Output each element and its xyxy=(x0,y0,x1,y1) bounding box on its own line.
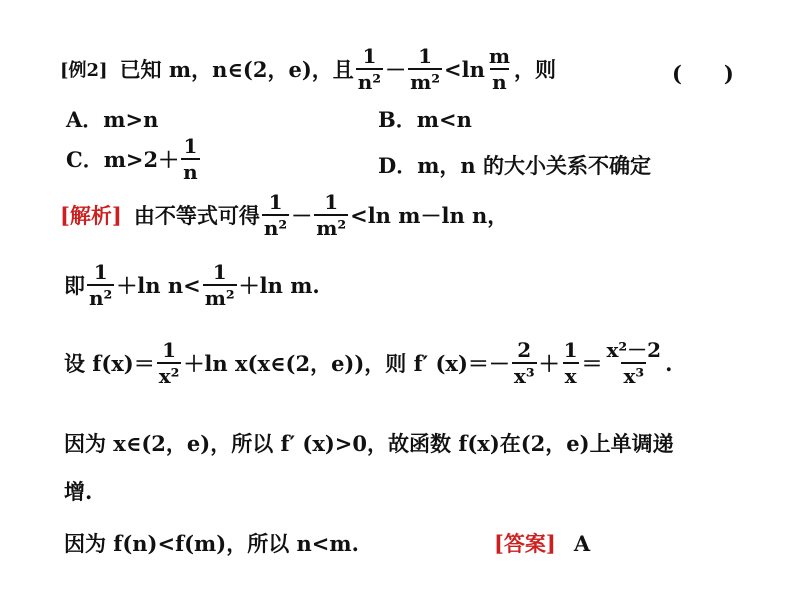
analysis-l2-text-c: ＋ln m. xyxy=(238,273,320,298)
analysis-l3-text-a: 设 f(x)＝ xyxy=(64,351,155,376)
analysis-l1-text-b: <ln m－ln n， xyxy=(350,203,509,228)
analysis-l2-fraction-2: $\frac{1}{\text{m²}}$ xyxy=(204,260,235,310)
analysis-l3-fraction-h: $\frac{1}{x}$ xyxy=(563,338,578,388)
analysis-l2-fraction-1: $\frac{1}{\text{n²}}$ xyxy=(89,260,113,310)
minus-sign: － xyxy=(385,57,407,82)
analysis-l1-text-a: 由不等式可得 xyxy=(133,203,260,228)
analysis-line-5: 增. xyxy=(64,479,93,504)
analysis-l3-text-d: ＝ xyxy=(581,351,603,376)
stem-text-a: 已知 m，n∈(2，e)，且 xyxy=(119,57,354,82)
analysis-l1-fraction-2: $\frac{1}{\text{m²}}$ xyxy=(316,190,347,240)
analysis-l3-text-c: ＋ xyxy=(538,351,560,376)
analysis-l3-fraction-k: $\frac{\text{x²－2}}{\text{x³}}$ xyxy=(606,338,662,388)
fraction-1-over-m2: $\frac{1}{\text{m²}}$ xyxy=(410,44,440,94)
option-b: B．m<n xyxy=(378,107,472,132)
answer-line xyxy=(494,528,590,558)
example-stem xyxy=(60,46,556,92)
analysis-l2-text-a: 即 xyxy=(64,273,85,298)
analysis-line-3 xyxy=(64,340,672,386)
fraction-1-over-n2: $\frac{1}{\text{n²}}$ xyxy=(357,44,382,94)
option-a: A．m>n xyxy=(66,107,159,132)
example-label: [例2] xyxy=(60,60,108,81)
answer-value: A xyxy=(573,530,591,556)
analysis-l1-fraction-1: $\frac{1}{\text{n²}}$ xyxy=(263,190,288,240)
analysis-l3-fraction-f: $\frac{1}{\text{x²}}$ xyxy=(158,338,180,388)
stem-text-b: ，则 xyxy=(514,57,557,82)
less-than-ln: <ln xyxy=(444,56,485,82)
analysis-line-1 xyxy=(60,192,508,238)
option-c xyxy=(66,136,202,182)
analysis-label: [解析] xyxy=(60,203,122,228)
option-c-fraction: $\frac{1}{n}$ xyxy=(183,134,198,184)
analysis-line-2 xyxy=(64,262,320,308)
answer-label: [答案] xyxy=(494,531,556,556)
analysis-l2-text-b: ＋ln n< xyxy=(116,273,201,298)
analysis-line-6: 因为 f(n)<f(m)，所以 n<m. xyxy=(64,531,359,556)
option-c-text: C．m>2＋ xyxy=(66,147,180,172)
analysis-l3-text-b: ＋ln x(x∈(2，e))，则 f′ (x)＝－ xyxy=(183,351,510,376)
analysis-l3-text-e: . xyxy=(665,350,673,376)
option-d: D．m，n 的大小关系不确定 xyxy=(378,153,652,178)
analysis-l3-fraction-g: $\frac{2}{\text{x³}}$ xyxy=(513,338,535,388)
analysis-line-4: 因为 x∈(2，e)，所以 f′ (x)>0，故函数 f(x)在(2，e)上单调递 xyxy=(64,431,674,456)
analysis-l1-minus: － xyxy=(291,203,313,228)
fraction-m-over-n: $\frac{m}{n}$ xyxy=(488,44,511,94)
answer-parentheses: ( ) xyxy=(672,61,734,86)
